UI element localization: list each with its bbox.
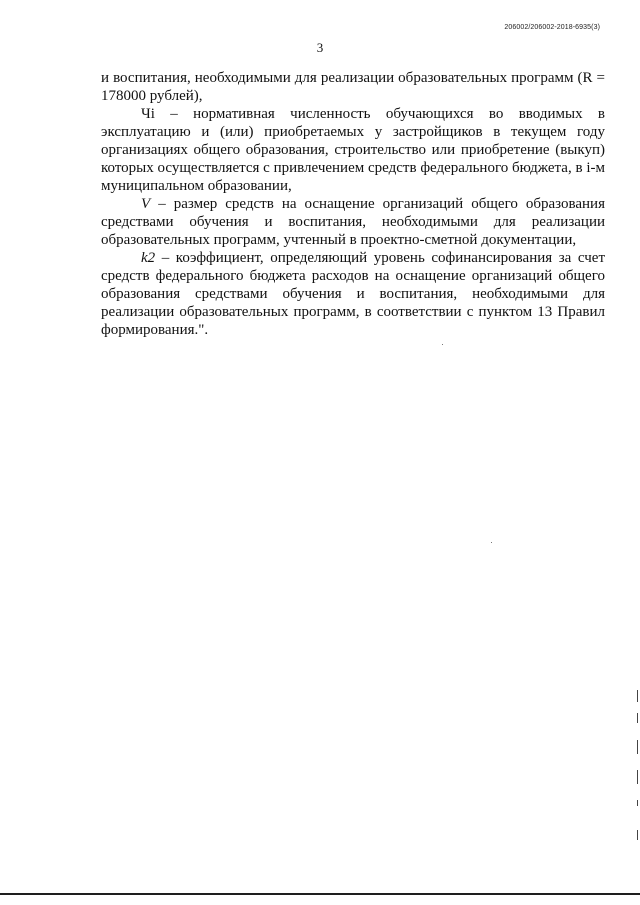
document-id: 206002/206002-2018-6935(3) [504, 24, 600, 31]
scan-margin-mark [637, 690, 638, 702]
document-body [101, 69, 605, 339]
scan-speck [491, 542, 492, 543]
scan-margin-mark [637, 770, 638, 784]
variable-chi: Чi [141, 106, 155, 122]
page-number: 3 [316, 40, 324, 55]
paragraph-2-text: – нормативная численность обучающихся во вводимых в эксплуатацию и (или) приобретаемых у застройщиков в текущем году организациях общего образования, строительство или приобретение (выкуп) которых осуществляется с привлечением средств федерального бюджета, в i-м муниципальном образовании, [101, 106, 605, 194]
variable-k2: k2 [141, 250, 156, 266]
variable-v: V [141, 196, 151, 212]
scan-speck [442, 344, 443, 345]
paragraph-3 [101, 195, 605, 249]
paragraph-4-text: – коэффициент, определяющий уровень софинансирования за счет средств федерального бюджета расходов на оснащение организаций общего образования средствами обучения и воспитания, необходимыми для реализации образовательных программ, в соответствии с пунктом 13 Правил формирования.". [101, 250, 605, 338]
scan-border-line [0, 893, 640, 895]
paragraph-4 [101, 249, 605, 339]
paragraph-2 [101, 105, 605, 195]
paragraph-1: и воспитания, необходимыми для реализации образовательных программ (R = 178000 рублей), [101, 70, 605, 104]
scan-margin-mark [637, 740, 638, 754]
scan-margin-mark [637, 713, 638, 723]
paragraph-3-text: – размер средств на оснащение организаций общего образования средствами обучения и воспитания, необходимыми для реализации образовательных программ, учтенный в проектно-сметной документации, [101, 196, 605, 248]
scan-margin-mark [637, 800, 638, 806]
scan-margin-mark [637, 830, 638, 840]
